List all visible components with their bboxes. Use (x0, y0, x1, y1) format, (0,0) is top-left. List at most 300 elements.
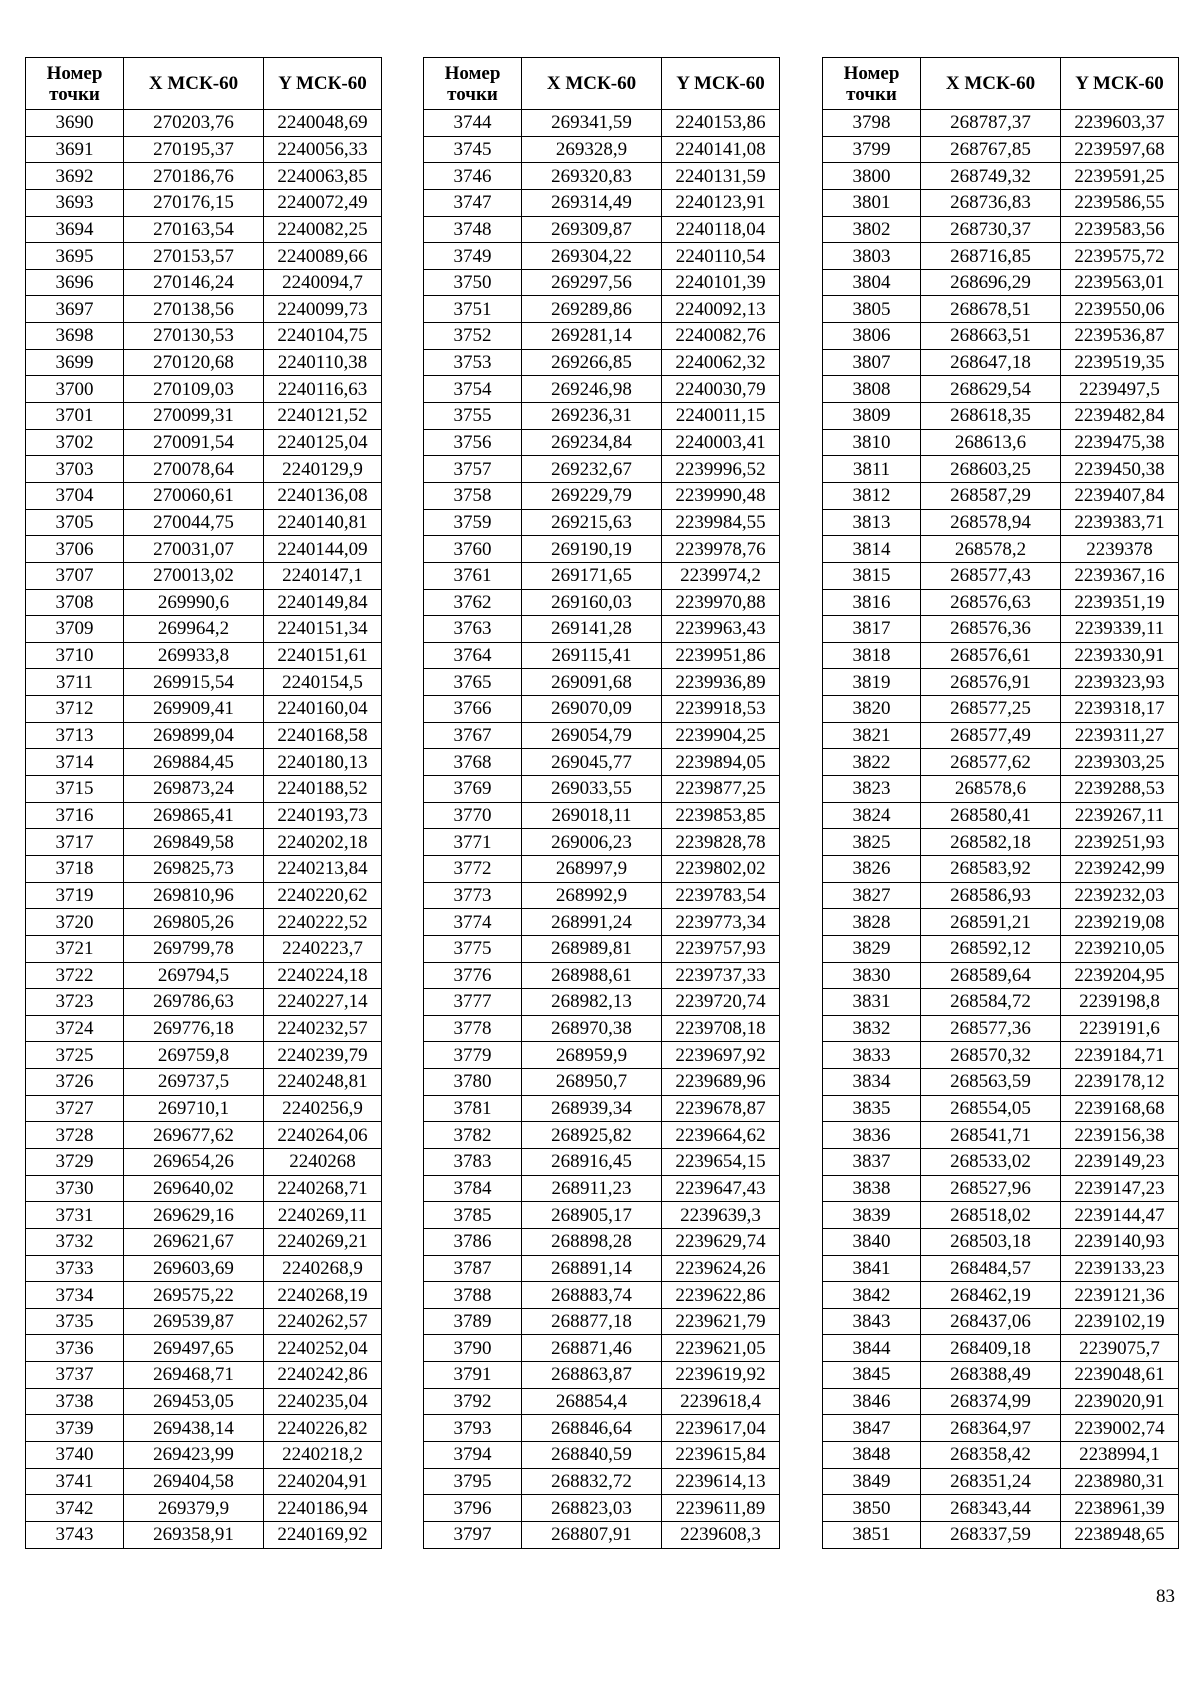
point-number-cell: 3695 (26, 243, 124, 270)
table-row (26, 403, 382, 430)
x-coordinate-cell: 268992,9 (522, 882, 662, 909)
table-row (823, 1468, 1179, 1495)
table-row (823, 802, 1179, 829)
x-coordinate-cell: 268877,18 (522, 1308, 662, 1335)
table-row (424, 776, 780, 803)
point-number-cell: 3750 (424, 269, 522, 296)
y-coordinate-cell: 2239140,93 (1061, 1228, 1179, 1255)
point-number-cell: 3816 (823, 589, 921, 616)
point-number-cell: 3841 (823, 1255, 921, 1282)
x-coordinate-cell: 268351,24 (921, 1468, 1061, 1495)
table-row (823, 696, 1179, 723)
x-coordinate-cell: 269054,79 (522, 722, 662, 749)
x-coordinate-cell: 269825,73 (124, 855, 264, 882)
x-coordinate-cell: 268533,02 (921, 1148, 1061, 1175)
table-row (424, 802, 780, 829)
y-coordinate-cell: 2239102,19 (1061, 1308, 1179, 1335)
x-coordinate-cell: 268883,74 (522, 1282, 662, 1309)
point-number-cell: 3767 (424, 722, 522, 749)
table-row (26, 749, 382, 776)
table-row (424, 296, 780, 323)
table-row (823, 323, 1179, 350)
x-coordinate-cell: 269328,9 (522, 136, 662, 163)
table-row (424, 855, 780, 882)
point-number-cell: 3818 (823, 642, 921, 669)
table-row (26, 1148, 382, 1175)
x-coordinate-cell: 268577,62 (921, 749, 1061, 776)
y-coordinate-cell: 2239550,06 (1061, 296, 1179, 323)
point-number-cell: 3722 (26, 962, 124, 989)
table-row (26, 935, 382, 962)
y-coordinate-cell: 2239198,8 (1061, 989, 1179, 1016)
table-row (26, 1468, 382, 1495)
table-row (823, 669, 1179, 696)
point-number-cell: 3741 (26, 1468, 124, 1495)
table-row (823, 642, 1179, 669)
point-number-cell: 3706 (26, 536, 124, 563)
table-row (26, 1415, 382, 1442)
point-number-cell: 3821 (823, 722, 921, 749)
y-coordinate-cell: 2239133,23 (1061, 1255, 1179, 1282)
y-coordinate-cell: 2239615,84 (662, 1442, 780, 1469)
x-coordinate-cell: 269320,83 (522, 163, 662, 190)
y-coordinate-cell: 2240239,79 (264, 1042, 382, 1069)
x-coordinate-cell: 270091,54 (124, 429, 264, 456)
x-coordinate-cell: 269438,14 (124, 1415, 264, 1442)
y-coordinate-cell: 2240268,9 (264, 1255, 382, 1282)
header-y: Y МСК-60 (662, 58, 780, 110)
y-coordinate-cell: 2240063,85 (264, 163, 382, 190)
x-coordinate-cell: 268891,14 (522, 1255, 662, 1282)
x-coordinate-cell: 269045,77 (522, 749, 662, 776)
y-coordinate-cell: 2239608,3 (662, 1521, 780, 1548)
y-coordinate-cell: 2239990,48 (662, 482, 780, 509)
y-coordinate-cell: 2239689,96 (662, 1069, 780, 1096)
point-number-cell: 3762 (424, 589, 522, 616)
point-number-cell: 3754 (424, 376, 522, 403)
table-row (424, 669, 780, 696)
y-coordinate-cell: 2240232,57 (264, 1015, 382, 1042)
y-coordinate-cell: 2239621,79 (662, 1308, 780, 1335)
y-coordinate-cell: 2239020,91 (1061, 1388, 1179, 1415)
y-coordinate-cell: 2240218,2 (264, 1442, 382, 1469)
table-row (26, 696, 382, 723)
table-row (26, 1095, 382, 1122)
table-row (26, 1042, 382, 1069)
page-number: 83 (1156, 1586, 1175, 1607)
table-row (424, 403, 780, 430)
x-coordinate-cell: 268854,4 (522, 1388, 662, 1415)
x-coordinate-cell: 269358,91 (124, 1521, 264, 1548)
table-row (26, 1282, 382, 1309)
y-coordinate-cell: 2239383,71 (1061, 509, 1179, 536)
point-number-cell: 3792 (424, 1388, 522, 1415)
x-coordinate-cell: 269236,31 (522, 403, 662, 430)
y-coordinate-cell: 2239664,62 (662, 1122, 780, 1149)
table-row (823, 749, 1179, 776)
x-coordinate-cell: 270120,68 (124, 349, 264, 376)
point-number-cell: 3760 (424, 536, 522, 563)
x-coordinate-cell: 268925,82 (522, 1122, 662, 1149)
x-coordinate-cell: 269297,56 (522, 269, 662, 296)
x-coordinate-cell: 268583,92 (921, 855, 1061, 882)
point-number-cell: 3768 (424, 749, 522, 776)
x-coordinate-cell: 268584,72 (921, 989, 1061, 1016)
table-row (823, 189, 1179, 216)
table-row (424, 562, 780, 589)
table-row (26, 509, 382, 536)
y-coordinate-cell: 2240030,79 (662, 376, 780, 403)
y-coordinate-cell: 2240116,63 (264, 376, 382, 403)
y-coordinate-cell: 2239575,72 (1061, 243, 1179, 270)
table-row (424, 616, 780, 643)
table-row (26, 482, 382, 509)
y-coordinate-cell: 2239497,5 (1061, 376, 1179, 403)
point-number-cell: 3707 (26, 562, 124, 589)
x-coordinate-cell: 269786,63 (124, 989, 264, 1016)
point-number-cell: 3711 (26, 669, 124, 696)
point-number-cell: 3763 (424, 616, 522, 643)
point-number-cell: 3795 (424, 1468, 522, 1495)
table-row (26, 376, 382, 403)
table-row (424, 722, 780, 749)
table-row (424, 1362, 780, 1389)
table-row (424, 349, 780, 376)
point-number-cell: 3715 (26, 776, 124, 803)
y-coordinate-cell: 2239210,05 (1061, 935, 1179, 962)
x-coordinate-cell: 268871,46 (522, 1335, 662, 1362)
point-number-cell: 3812 (823, 482, 921, 509)
table-row (424, 1175, 780, 1202)
y-coordinate-cell: 2239629,74 (662, 1228, 780, 1255)
x-coordinate-cell: 269810,96 (124, 882, 264, 909)
table-row (424, 1228, 780, 1255)
table-row (424, 429, 780, 456)
point-number-cell: 3728 (26, 1122, 124, 1149)
y-coordinate-cell: 2240168,58 (264, 722, 382, 749)
x-coordinate-cell: 268577,49 (921, 722, 1061, 749)
point-number-cell: 3822 (823, 749, 921, 776)
y-coordinate-cell: 2240099,73 (264, 296, 382, 323)
header-x: X МСК-60 (124, 58, 264, 110)
table-row (424, 323, 780, 350)
x-coordinate-cell: 269404,58 (124, 1468, 264, 1495)
table-row (26, 1015, 382, 1042)
point-number-cell: 3811 (823, 456, 921, 483)
table-row (424, 1442, 780, 1469)
y-coordinate-cell: 2240151,61 (264, 642, 382, 669)
header-point-number-line1: Номер (444, 62, 501, 84)
y-coordinate-cell: 2239191,6 (1061, 1015, 1179, 1042)
x-coordinate-cell: 268580,41 (921, 802, 1061, 829)
point-number-cell: 3840 (823, 1228, 921, 1255)
y-coordinate-cell: 2239147,23 (1061, 1175, 1179, 1202)
table-row (26, 110, 382, 137)
x-coordinate-cell: 269304,22 (522, 243, 662, 270)
y-coordinate-cell: 2240262,57 (264, 1308, 382, 1335)
y-coordinate-cell: 2239232,03 (1061, 882, 1179, 909)
point-number-cell: 3794 (424, 1442, 522, 1469)
y-coordinate-cell: 2239519,35 (1061, 349, 1179, 376)
x-coordinate-cell: 270186,76 (124, 163, 264, 190)
point-number-cell: 3690 (26, 110, 124, 137)
x-coordinate-cell: 268696,29 (921, 269, 1061, 296)
table-row (823, 989, 1179, 1016)
point-number-cell: 3712 (26, 696, 124, 723)
x-coordinate-cell: 269884,45 (124, 749, 264, 776)
x-coordinate-cell: 268527,96 (921, 1175, 1061, 1202)
point-number-cell: 3701 (26, 403, 124, 430)
y-coordinate-cell: 2240140,81 (264, 509, 382, 536)
point-number-cell: 3791 (424, 1362, 522, 1389)
point-number-cell: 3744 (424, 110, 522, 137)
table-row (26, 562, 382, 589)
y-coordinate-cell: 2239678,87 (662, 1095, 780, 1122)
point-number-cell: 3802 (823, 216, 921, 243)
table-row (424, 589, 780, 616)
y-coordinate-cell: 2239603,37 (1061, 110, 1179, 137)
point-number-cell: 3831 (823, 989, 921, 1016)
x-coordinate-cell: 268484,57 (921, 1255, 1061, 1282)
y-coordinate-cell: 2239378 (1061, 536, 1179, 563)
point-number-cell: 3755 (424, 403, 522, 430)
x-coordinate-cell: 269234,84 (522, 429, 662, 456)
x-coordinate-cell: 268678,51 (921, 296, 1061, 323)
point-number-cell: 3846 (823, 1388, 921, 1415)
y-coordinate-cell: 2239918,53 (662, 696, 780, 723)
x-coordinate-cell: 269190,19 (522, 536, 662, 563)
y-coordinate-cell: 2240003,41 (662, 429, 780, 456)
table-row (424, 962, 780, 989)
table-row (26, 802, 382, 829)
table-row (823, 536, 1179, 563)
x-coordinate-cell: 269309,87 (522, 216, 662, 243)
point-number-cell: 3692 (26, 163, 124, 190)
point-number-cell: 3766 (424, 696, 522, 723)
x-coordinate-cell: 269640,02 (124, 1175, 264, 1202)
y-coordinate-cell: 2240242,86 (264, 1362, 382, 1389)
y-coordinate-cell: 2240129,9 (264, 456, 382, 483)
header-x: X МСК-60 (921, 58, 1061, 110)
y-coordinate-cell: 2239614,13 (662, 1468, 780, 1495)
y-coordinate-cell: 2239156,38 (1061, 1122, 1179, 1149)
point-number-cell: 3773 (424, 882, 522, 909)
y-coordinate-cell: 2240154,5 (264, 669, 382, 696)
table-row (424, 1255, 780, 1282)
point-number-cell: 3842 (823, 1282, 921, 1309)
point-number-cell: 3730 (26, 1175, 124, 1202)
point-number-cell: 3703 (26, 456, 124, 483)
table-row (823, 909, 1179, 936)
point-number-cell: 3781 (424, 1095, 522, 1122)
table-row (424, 1415, 780, 1442)
x-coordinate-cell: 270195,37 (124, 136, 264, 163)
table-row (424, 1282, 780, 1309)
x-coordinate-cell: 270044,75 (124, 509, 264, 536)
table-row (26, 616, 382, 643)
table-row (823, 1175, 1179, 1202)
table-row (823, 269, 1179, 296)
table-row (424, 1042, 780, 1069)
x-coordinate-cell: 270109,03 (124, 376, 264, 403)
point-number-cell: 3774 (424, 909, 522, 936)
point-number-cell: 3691 (26, 136, 124, 163)
x-coordinate-cell: 268988,61 (522, 962, 662, 989)
point-number-cell: 3771 (424, 829, 522, 856)
point-number-cell: 3708 (26, 589, 124, 616)
x-coordinate-cell: 269776,18 (124, 1015, 264, 1042)
header-row (424, 58, 780, 110)
y-coordinate-cell: 2239311,27 (1061, 722, 1179, 749)
x-coordinate-cell: 270203,76 (124, 110, 264, 137)
y-coordinate-cell: 2239597,68 (1061, 136, 1179, 163)
x-coordinate-cell: 269314,49 (522, 189, 662, 216)
y-coordinate-cell: 2240072,49 (264, 189, 382, 216)
point-number-cell: 3747 (424, 189, 522, 216)
point-number-cell: 3829 (823, 935, 921, 962)
table-row (26, 269, 382, 296)
x-coordinate-cell: 269759,8 (124, 1042, 264, 1069)
x-coordinate-cell: 268563,59 (921, 1069, 1061, 1096)
y-coordinate-cell: 2240220,62 (264, 882, 382, 909)
x-coordinate-cell: 268991,24 (522, 909, 662, 936)
point-number-cell: 3836 (823, 1122, 921, 1149)
table-row (424, 216, 780, 243)
y-coordinate-cell: 2240092,13 (662, 296, 780, 323)
x-coordinate-cell: 269899,04 (124, 722, 264, 749)
y-coordinate-cell: 2239963,43 (662, 616, 780, 643)
table-row (823, 962, 1179, 989)
x-coordinate-cell: 269794,5 (124, 962, 264, 989)
y-coordinate-cell: 2239737,33 (662, 962, 780, 989)
y-coordinate-cell: 2239619,92 (662, 1362, 780, 1389)
table-row (823, 1228, 1179, 1255)
point-number-cell: 3790 (424, 1335, 522, 1362)
y-coordinate-cell: 2239984,55 (662, 509, 780, 536)
y-coordinate-cell: 2240125,04 (264, 429, 382, 456)
point-number-cell: 3734 (26, 1282, 124, 1309)
x-coordinate-cell: 268613,6 (921, 429, 1061, 456)
point-number-cell: 3742 (26, 1495, 124, 1522)
point-number-cell: 3737 (26, 1362, 124, 1389)
x-coordinate-cell: 268462,19 (921, 1282, 1061, 1309)
y-coordinate-cell: 2240180,13 (264, 749, 382, 776)
y-coordinate-cell: 2240151,34 (264, 616, 382, 643)
point-number-cell: 3793 (424, 1415, 522, 1442)
y-coordinate-cell: 2239168,68 (1061, 1095, 1179, 1122)
y-coordinate-cell: 2239720,74 (662, 989, 780, 1016)
coordinate-table-2 (423, 57, 780, 1549)
y-coordinate-cell: 2240248,81 (264, 1069, 382, 1096)
point-number-cell: 3778 (424, 1015, 522, 1042)
table-row (26, 882, 382, 909)
y-coordinate-cell: 2239563,01 (1061, 269, 1179, 296)
y-coordinate-cell: 2239622,86 (662, 1282, 780, 1309)
y-coordinate-cell: 2240269,11 (264, 1202, 382, 1229)
table-row (823, 589, 1179, 616)
x-coordinate-cell: 268950,7 (522, 1069, 662, 1096)
point-number-cell: 3832 (823, 1015, 921, 1042)
coordinate-tables (25, 57, 1185, 1582)
point-number-cell: 3810 (823, 429, 921, 456)
point-number-cell: 3704 (26, 482, 124, 509)
point-number-cell: 3776 (424, 962, 522, 989)
y-coordinate-cell: 2239586,55 (1061, 189, 1179, 216)
x-coordinate-cell: 269964,2 (124, 616, 264, 643)
x-coordinate-cell: 269266,85 (522, 349, 662, 376)
y-coordinate-cell: 2240223,7 (264, 935, 382, 962)
x-coordinate-cell: 269621,67 (124, 1228, 264, 1255)
point-number-cell: 3798 (823, 110, 921, 137)
y-coordinate-cell: 2240149,84 (264, 589, 382, 616)
y-coordinate-cell: 2239802,02 (662, 855, 780, 882)
x-coordinate-cell: 268577,36 (921, 1015, 1061, 1042)
x-coordinate-cell: 268647,18 (921, 349, 1061, 376)
header-y: Y МСК-60 (1061, 58, 1179, 110)
y-coordinate-cell: 2239611,89 (662, 1495, 780, 1522)
x-coordinate-cell: 269575,22 (124, 1282, 264, 1309)
y-coordinate-cell: 2239951,86 (662, 642, 780, 669)
point-number-cell: 3817 (823, 616, 921, 643)
x-coordinate-cell: 269990,6 (124, 589, 264, 616)
y-coordinate-cell: 2239407,84 (1061, 482, 1179, 509)
x-coordinate-cell: 270060,61 (124, 482, 264, 509)
header-point-number-line1: Номер (46, 62, 103, 84)
y-coordinate-cell: 2240131,59 (662, 163, 780, 190)
table-row (823, 216, 1179, 243)
point-number-cell: 3805 (823, 296, 921, 323)
x-coordinate-cell: 269115,41 (522, 642, 662, 669)
x-coordinate-cell: 268587,29 (921, 482, 1061, 509)
point-number-cell: 3799 (823, 136, 921, 163)
x-coordinate-cell: 269677,62 (124, 1122, 264, 1149)
table-row (424, 536, 780, 563)
table-row (823, 456, 1179, 483)
point-number-cell: 3838 (823, 1175, 921, 1202)
table-row (26, 136, 382, 163)
x-coordinate-cell: 268541,71 (921, 1122, 1061, 1149)
y-coordinate-cell: 2239974,2 (662, 562, 780, 589)
x-coordinate-cell: 269849,58 (124, 829, 264, 856)
x-coordinate-cell: 268970,38 (522, 1015, 662, 1042)
point-number-cell: 3716 (26, 802, 124, 829)
x-coordinate-cell: 268358,42 (921, 1442, 1061, 1469)
point-number-cell: 3749 (424, 243, 522, 270)
y-coordinate-cell: 2239970,88 (662, 589, 780, 616)
table-row (424, 1521, 780, 1548)
point-number-cell: 3807 (823, 349, 921, 376)
x-coordinate-cell: 269091,68 (522, 669, 662, 696)
x-coordinate-cell: 268911,23 (522, 1175, 662, 1202)
x-coordinate-cell: 268592,12 (921, 935, 1061, 962)
x-coordinate-cell: 269933,8 (124, 642, 264, 669)
table-row (823, 136, 1179, 163)
y-coordinate-cell: 2240169,92 (264, 1521, 382, 1548)
x-coordinate-cell: 270013,02 (124, 562, 264, 589)
x-coordinate-cell: 268576,61 (921, 642, 1061, 669)
point-number-cell: 3780 (424, 1069, 522, 1096)
table-row (424, 163, 780, 190)
x-coordinate-cell: 268518,02 (921, 1202, 1061, 1229)
table-row (26, 456, 382, 483)
y-coordinate-cell: 2239536,87 (1061, 323, 1179, 350)
y-coordinate-cell: 2239318,17 (1061, 696, 1179, 723)
table-row (424, 1122, 780, 1149)
point-number-cell: 3777 (424, 989, 522, 1016)
table-row (823, 1069, 1179, 1096)
x-coordinate-cell: 269160,03 (522, 589, 662, 616)
table-row (26, 1308, 382, 1335)
